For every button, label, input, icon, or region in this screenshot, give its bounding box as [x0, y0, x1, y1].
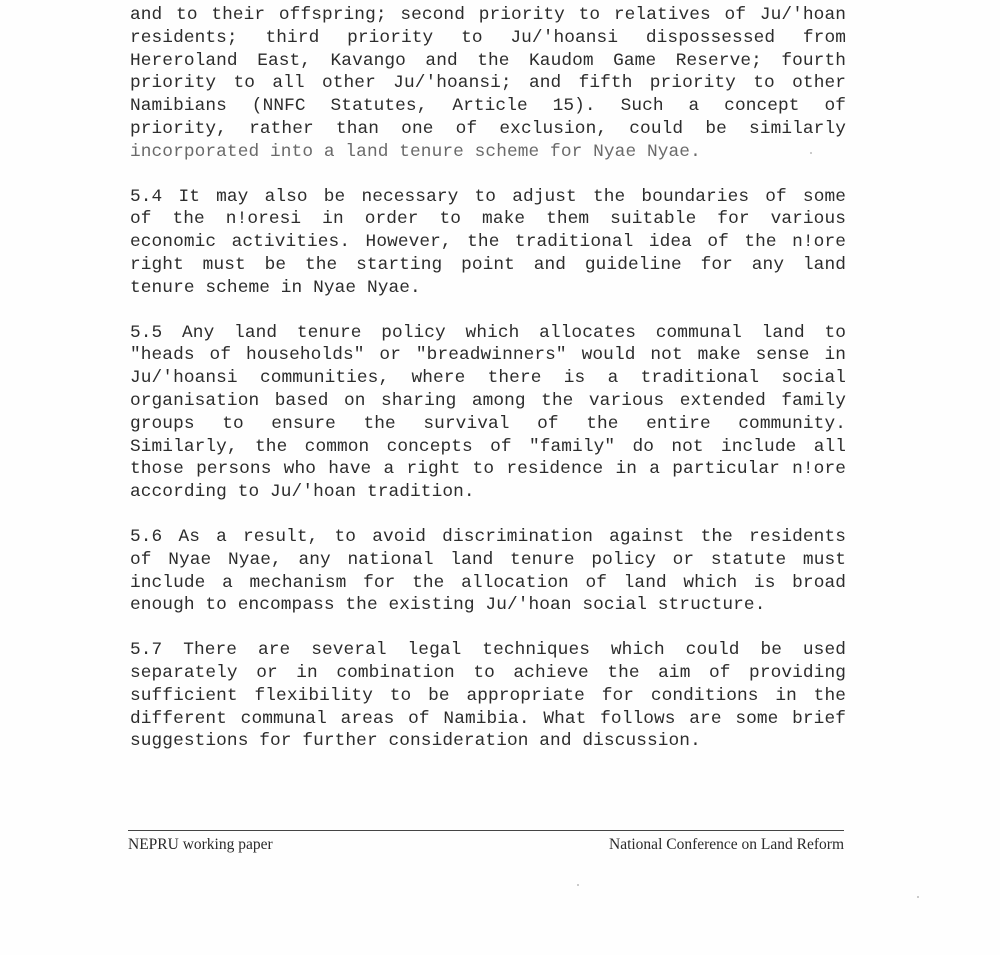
text-line: and to their offspring; second priority to relatives of Ju/'hoan	[130, 5, 846, 25]
text-line: 5.7 There are several legal techniques which could be used	[130, 640, 846, 661]
scan-speck	[577, 884, 579, 886]
text-line: 5.4 It may also be necessary to adjust the boundaries of some	[130, 186, 846, 207]
document-body	[130, 4, 846, 775]
paragraph-5-4	[130, 186, 846, 300]
footer-divider	[128, 830, 844, 831]
scan-speck	[810, 152, 812, 154]
text-line: 5.6 As a result, to avoid discrimination against the residents	[130, 526, 846, 547]
text-line: 5.5 Any land tenure policy which allocates communal land to	[130, 322, 846, 343]
scan-speck	[917, 896, 919, 898]
text-line: according to Ju/'hoan tradition.	[130, 482, 475, 503]
text-line: Similarly, the common concepts of "family" do not include all	[130, 436, 846, 457]
footer-left-text: NEPRU working paper	[128, 836, 273, 853]
text-line: Hereroland East, Kavango and the Kaudom Game Reserve; fourth	[130, 50, 846, 71]
paragraph-5-6	[130, 526, 846, 617]
text-line: priority, rather than one of exclusion, could be similarly	[130, 118, 846, 139]
footer-right-text: National Conference on Land Reform	[609, 836, 844, 853]
text-line: right must be the starting point and guideline for any land	[130, 254, 846, 275]
text-line: Ju/'hoansi communities, where there is a traditional social	[130, 368, 846, 389]
text-line: different communal areas of Namibia. What follows are some brief	[130, 708, 846, 729]
text-line: economic activities. However, the traditional idea of the n!ore	[130, 232, 846, 253]
text-line: Namibians (NNFC Statutes, Article 15). Such a concept of	[130, 96, 846, 117]
text-line: priority to all other Ju/'hoansi; and fifth priority to other	[130, 73, 846, 94]
text-line: organisation based on sharing among the various extended family	[130, 390, 846, 411]
text-line: residents; third priority to Ju/'hoansi dispossessed from	[130, 27, 846, 48]
text-line: those persons who have a right to residence in a particular n!ore	[130, 459, 846, 480]
text-line: "heads of households" or "breadwinners" would not make sense in	[130, 345, 846, 366]
text-line: suggestions for further consideration and discussion.	[130, 731, 701, 752]
text-line: include a mechanism for the allocation of land which is broad	[130, 572, 846, 593]
paragraph-5-7	[130, 639, 846, 753]
text-line: tenure scheme in Nyae Nyae.	[130, 277, 421, 298]
text-line: sufficient flexibility to be appropriate for conditions in the	[130, 685, 846, 706]
text-line: of the n!oresi in order to make them suitable for various	[130, 209, 846, 230]
text-line: groups to ensure the survival of the entire community.	[130, 413, 846, 434]
text-line: separately or in combination to achieve the aim of providing	[130, 662, 846, 683]
paragraph-top	[130, 4, 846, 164]
text-line: enough to encompass the existing Ju/'hoan social structure.	[130, 595, 766, 616]
text-line: incorporated into a land tenure scheme for Nyae Nyae.	[130, 141, 701, 162]
paragraph-5-5	[130, 322, 846, 504]
text-line: of Nyae Nyae, any national land tenure policy or statute must	[130, 549, 846, 570]
